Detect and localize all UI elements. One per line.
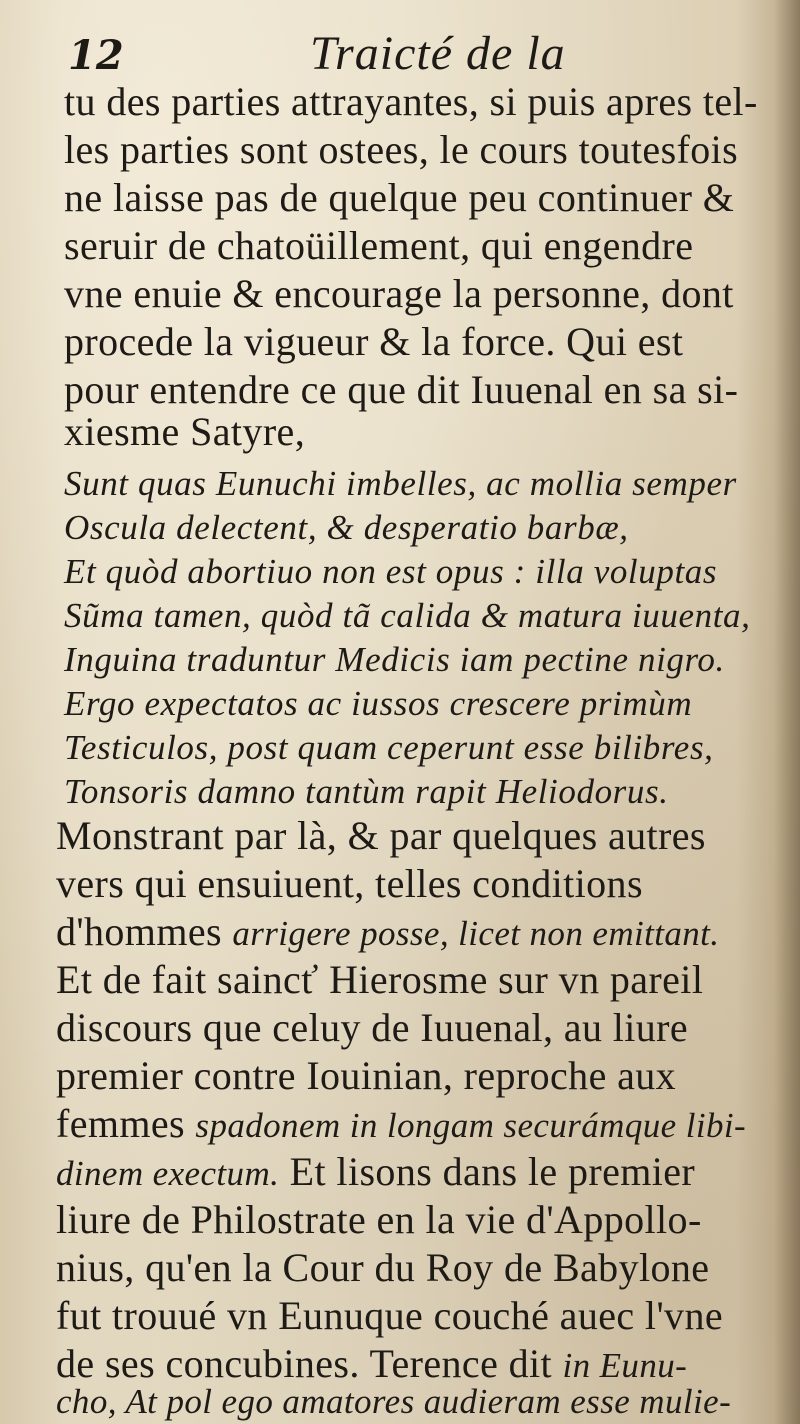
text-span: d'hommes xyxy=(56,909,233,954)
running-title: Traicté de la xyxy=(310,27,566,80)
page-edge-shadow xyxy=(774,0,800,1424)
text-line: vne enuie & encourage la personne, dont xyxy=(64,271,734,316)
verse-line: Sũma tamen, quòd tã calida & matura iuuenta, xyxy=(64,596,751,635)
text-span: Et lisons dans le premier xyxy=(279,1149,696,1194)
latin-span: arrigere posse, licet non emittant. xyxy=(232,914,720,953)
text-line: Monstrant par là, & par quelques autres xyxy=(56,813,706,858)
text-line xyxy=(56,909,720,954)
text-line xyxy=(56,1149,696,1194)
text-line: tu des parties attrayantes, si puis apres tel- xyxy=(64,79,758,124)
verse-line: Oscula delectent, & desperatio barbæ, xyxy=(64,508,629,547)
text-line: vers qui ensuiuent, telles conditions xyxy=(56,861,643,906)
text-line: liure de Philostrate en la vie d'Appollo- xyxy=(56,1197,702,1242)
text-line: les parties sont ostees, le cours toutesfois xyxy=(64,127,739,172)
page-number: 12 xyxy=(68,32,124,79)
text-line: discours que celuy de Iuuenal, au liure xyxy=(56,1005,689,1050)
text-line: xiesme Satyre, xyxy=(64,409,306,454)
text-line: premier contre Iouinian, reproche aux xyxy=(56,1053,677,1098)
verse-line: Testiculos, post quam ceperunt esse bilibres, xyxy=(64,728,714,767)
verse-line: Sunt quas Eunuchi imbelles, ac mollia semper xyxy=(64,464,737,503)
text-line xyxy=(56,1380,731,1422)
verse-line: Tonsoris damno tantùm rapit Heliodorus. xyxy=(64,772,669,811)
latin-span: spadonem in longam securámque libi- xyxy=(195,1106,747,1145)
verse-line: Inguina traduntur Medicis iam pectine nigro. xyxy=(64,640,725,679)
verse-line: Ergo expectatos ac iussos crescere primùm xyxy=(64,684,693,723)
text-span: de ses concubines. Terence dit xyxy=(56,1341,563,1386)
text-line: ne laisse pas de quelque peu continuer & xyxy=(64,175,735,220)
text-line: nius, qu'en la Cour du Roy de Babylone xyxy=(56,1245,710,1290)
latin-span: in Eunu- xyxy=(562,1346,688,1385)
text-span: femmes xyxy=(56,1101,196,1146)
text-line: seruir de chatoüillement, qui engendre xyxy=(64,223,694,268)
text-line: Et de fait saincť Hierosme sur vn pareil xyxy=(56,957,704,1002)
latin-span: cho, At pol ego amatores audieram esse mulie- xyxy=(56,1382,732,1421)
text-line: pour entendre ce que dit Iuuenal en sa si- xyxy=(64,367,739,412)
verse-line: Et quòd abortiuo non est opus : illa voluptas xyxy=(64,552,718,591)
latin-span: dinem exectum. xyxy=(56,1154,280,1193)
text-line: procede la vigueur & la force. Qui est xyxy=(64,319,684,364)
text-line xyxy=(56,1101,747,1146)
text-line: fut trouué vn Eunuque couché auec l'vne xyxy=(56,1293,724,1338)
